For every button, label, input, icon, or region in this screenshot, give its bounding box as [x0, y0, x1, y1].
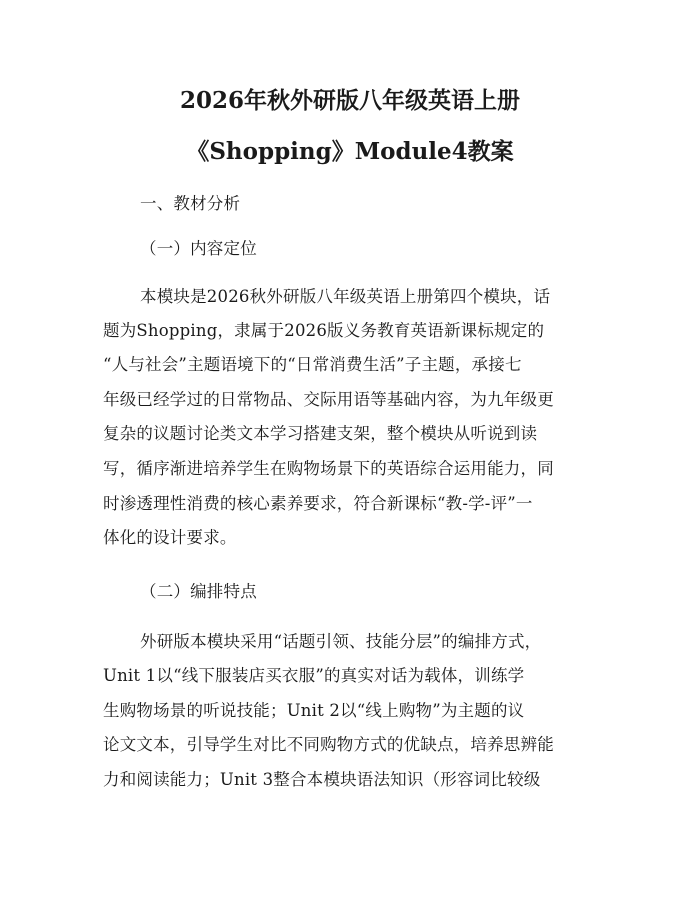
paragraph-line: 本模块是2026秋外研版八年级英语上册第四个模块，话 [140, 287, 551, 306]
paragraph-line: 论文文本，引导学生对比不同购物方式的优缺点，培养思辨能 [103, 735, 554, 754]
paragraph-line: 题为Shopping，隶属于2026版义务教育英语新课标规定的 [103, 321, 545, 340]
paragraph-line: “人与社会”主题语境下的“日常消费生活”子主题，承接七 [103, 355, 522, 374]
section-heading-textbook-analysis: 一、教材分析 [140, 194, 241, 213]
paragraph-line: Unit 1以“线下服装店买衣服”的真实对话为载体，训练学 [103, 666, 525, 685]
paragraph-line: 时渗透理性消费的核心素养要求，符合新课标“教-学-评”一 [103, 494, 533, 513]
subsection-heading-content-positioning: （一）内容定位 [140, 239, 257, 258]
subsection-heading-layout-features: （二）编排特点 [140, 582, 257, 601]
document-title-line-2: 《Shopping》Module4教案 [186, 138, 514, 165]
document-title-line-1: 2026年秋外研版八年级英语上册 [179, 87, 520, 114]
paragraph-line: 体化的设计要求。 [103, 528, 237, 547]
paragraph-line: 写，循序渐进培养学生在购物场景下的英语综合运用能力，同 [103, 459, 554, 478]
paragraph-line: 力和阅读能力；Unit 3整合本模块语法知识（形容词比较级 [103, 770, 541, 789]
paragraph-line: 生购物场景的听说技能；Unit 2以“线上购物”为主题的议 [103, 701, 525, 720]
paragraph-line: 年级已经学过的日常物品、交际用语等基础内容，为九年级更 [103, 390, 554, 409]
paragraph-line: 外研版本模块采用“话题引领、技能分层”的编排方式， [140, 632, 542, 651]
paragraph-line: 复杂的议题讨论类文本学习搭建支架，整个模块从听说到读 [103, 424, 538, 443]
